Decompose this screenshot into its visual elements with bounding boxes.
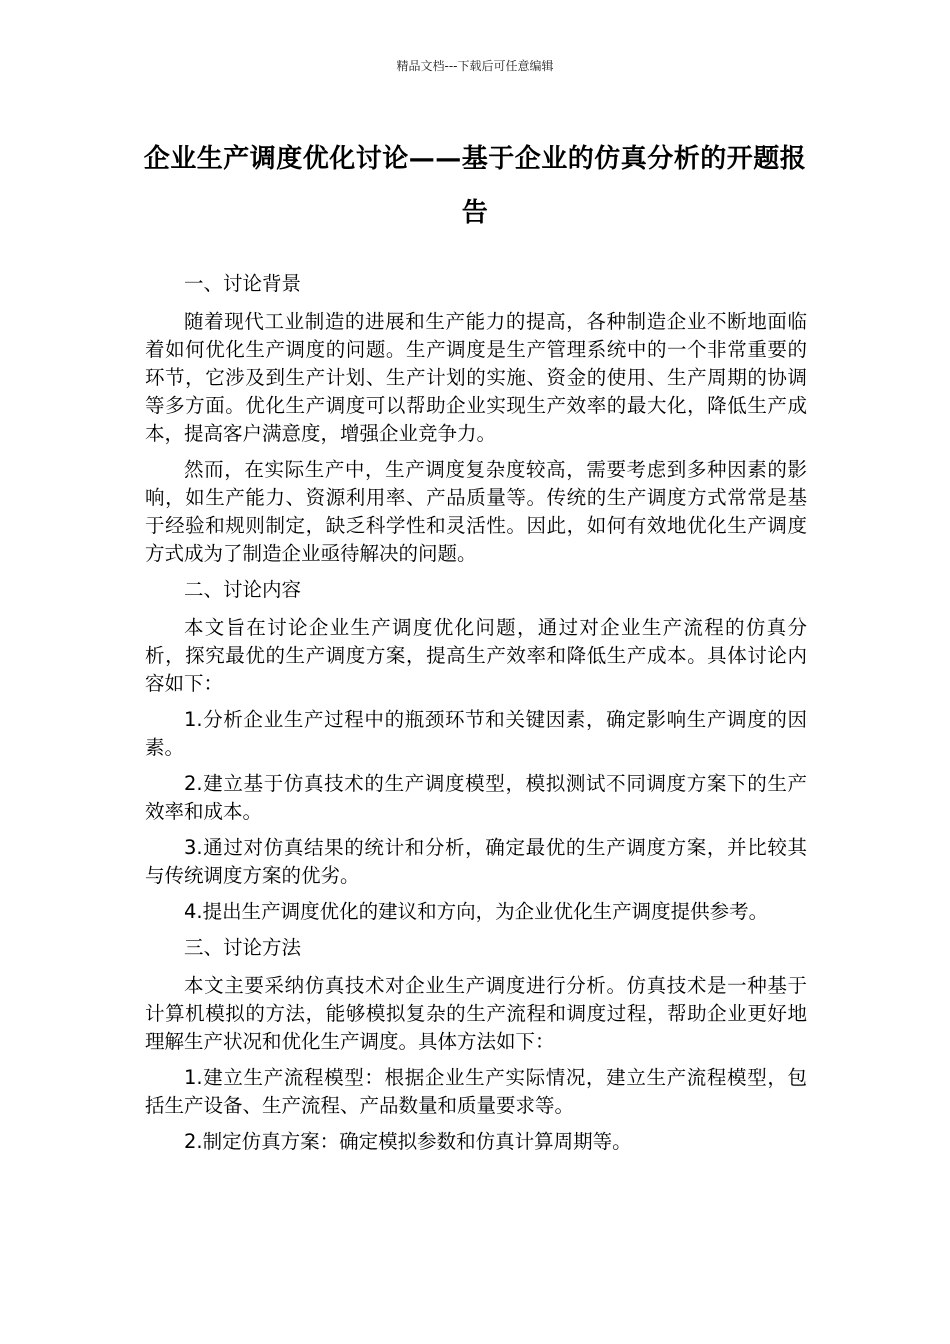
- header-note: 精品文档---下载后可任意编辑: [396, 59, 554, 73]
- paragraph: 本文主要采纳仿真技术对企业生产调度进行分析。仿真技术是一种基于计算机模拟的方法，能够模拟复杂的生产流程和调度过程，帮助企业更好地理解生产状况和优化生产调度。具体方法如下：: [145, 974, 807, 1053]
- section-heading-method: 三、讨论方法: [184, 936, 302, 959]
- list-item: 2.制定仿真方案：确定模拟参数和仿真计算周期等。: [184, 1130, 632, 1153]
- list-item: 4.提出生产调度优化的建议和方向，为企业优化生产调度提供参考。: [184, 900, 769, 923]
- document-title: 企业生产调度优化讨论——基于企业的仿真分析的开题报告: [143, 144, 807, 228]
- list-item: 1.分析企业生产过程中的瓶颈环节和关键因素，确定影响生产调度的因素。: [145, 708, 807, 759]
- list-item: 1.建立生产流程模型：根据企业生产实际情况，建立生产流程模型，包括生产设备、生产流程、产品数量和质量要求等。: [145, 1066, 807, 1117]
- section-heading-background: 一、讨论背景: [184, 272, 302, 295]
- list-item: 3.通过对仿真结果的统计和分析，确定最优的生产调度方案，并比较其与传统调度方案的优劣。: [145, 836, 807, 887]
- list-item: 2.建立基于仿真技术的生产调度模型，模拟测试不同调度方案下的生产效率和成本。: [145, 772, 807, 823]
- document-body: [145, 270, 807, 1164]
- paragraph: 随着现代工业制造的进展和生产能力的提高，各种制造企业不断地面临着如何优化生产调度的问题。生产调度是生产管理系统中的一个非常重要的环节，它涉及到生产计划、生产计划的实施、资金的使用、生产周期的协调等多方面。优化生产调度可以帮助企业实现生产效率的最大化，降低生产成本，提高客户满意度，增强企业竞争力。: [145, 310, 807, 445]
- paragraph: 本文旨在讨论企业生产调度优化问题，通过对企业生产流程的仿真分析，探究最优的生产调度方案，提高生产效率和降低生产成本。具体讨论内容如下：: [145, 616, 807, 695]
- paragraph: 然而，在实际生产中，生产调度复杂度较高，需要考虑到多种因素的影响，如生产能力、资源利用率、产品质量等。传统的生产调度方式常常是基于经验和规则制定，缺乏科学性和灵活性。因此，如何有效地优化生产调度方式成为了制造企业亟待解决的问题。: [145, 458, 807, 565]
- section-heading-content: 二、讨论内容: [184, 578, 302, 601]
